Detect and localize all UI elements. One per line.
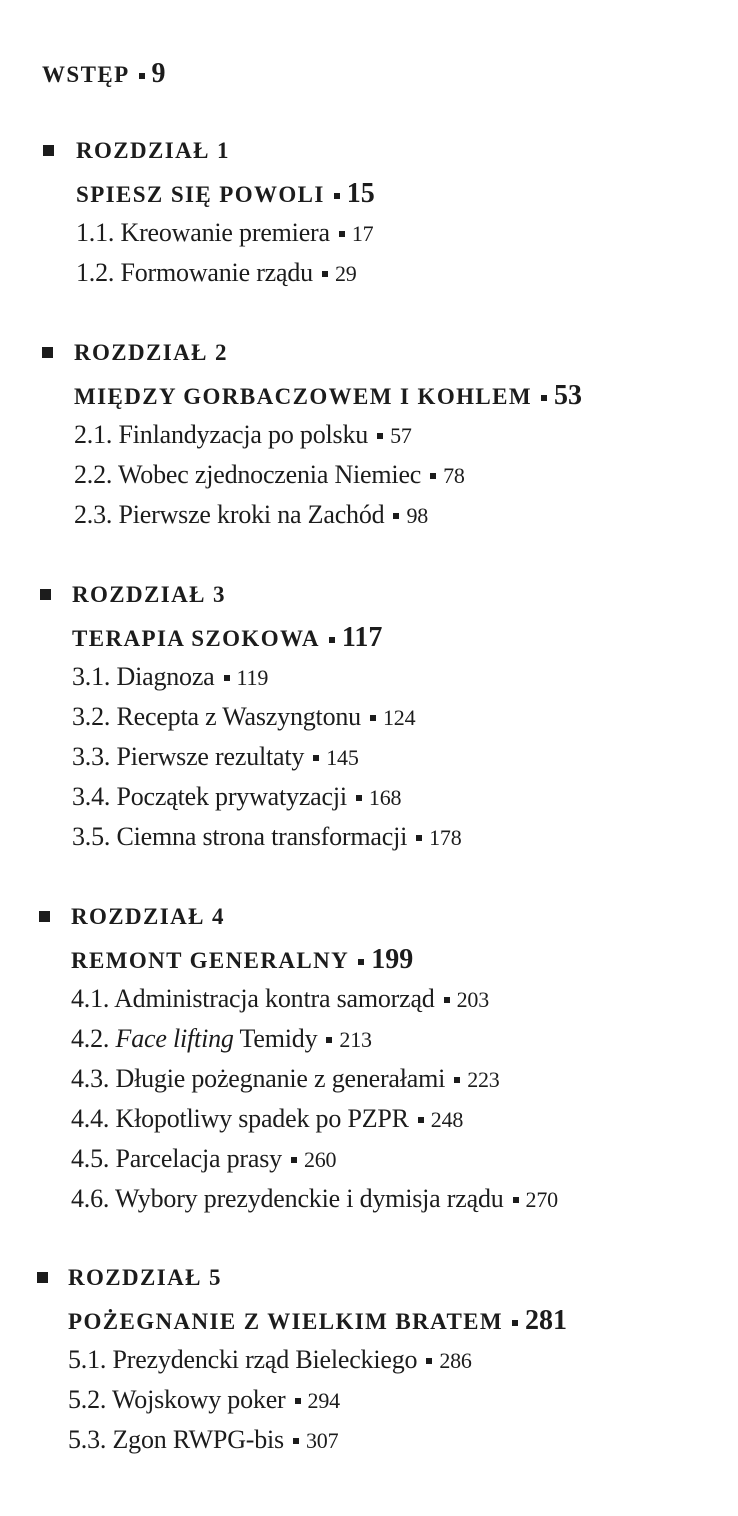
section-text: 1.1. Kreowanie premiera <box>76 218 330 247</box>
separator-dot <box>358 959 364 965</box>
section-text: 3.1. Diagnoza <box>72 662 215 691</box>
section-text: 4.4. Kłopotliwy spadek po PZPR <box>71 1104 409 1133</box>
section-page: 119 <box>236 665 269 690</box>
chapter-bullet <box>40 589 51 600</box>
section-page: 98 <box>406 503 429 528</box>
chapter-bullet <box>43 145 54 156</box>
chapter-label: ROZDZIAŁ 4 <box>71 904 225 929</box>
separator-dot <box>370 715 376 721</box>
section-text: 5.3. Zgon RWPG-bis <box>68 1425 284 1454</box>
section-text: 4.5. Parcelacja prasy <box>71 1144 282 1173</box>
separator-dot <box>444 997 450 1003</box>
section-page: 213 <box>339 1027 372 1052</box>
section-entry <box>72 702 415 732</box>
separator-dot <box>293 1438 299 1444</box>
section-page: 145 <box>326 745 359 770</box>
chapter-title <box>76 178 375 210</box>
section-entry <box>71 984 489 1014</box>
separator-dot <box>541 395 547 401</box>
section-text: 2.1. Finlandyzacja po polsku <box>74 420 369 449</box>
section-page: 124 <box>382 705 416 730</box>
section-entry <box>74 420 412 450</box>
separator-dot <box>224 675 230 681</box>
section-page: 270 <box>525 1187 558 1212</box>
chapter-bullet <box>37 1272 48 1283</box>
chapter-label: ROZDZIAŁ 2 <box>74 340 228 365</box>
chapter-page: 53 <box>554 380 582 411</box>
separator-dot <box>454 1077 460 1083</box>
separator-dot <box>313 755 319 761</box>
section-entry <box>72 742 359 772</box>
section-text: 4.6. Wybory prezydenckie i dymisja rządu <box>71 1184 504 1213</box>
section-page: 203 <box>456 987 490 1012</box>
section-page: 223 <box>467 1067 500 1092</box>
section-text: 2.3. Pierwsze kroki na Zachód <box>74 500 385 529</box>
section-text: 3.5. Ciemna strona transformacji <box>72 822 408 851</box>
intro-page: 9 <box>151 58 166 89</box>
separator-dot <box>512 1320 518 1326</box>
separator-dot <box>418 1117 424 1123</box>
section-entry <box>71 1144 336 1174</box>
separator-dot <box>430 473 436 479</box>
section-italic-text: Face lifting <box>115 1024 234 1053</box>
chapter-title-text: REMONT GENERALNY <box>71 948 350 973</box>
separator-dot <box>334 193 340 199</box>
section-entry <box>74 500 428 530</box>
separator-dot <box>295 1398 301 1404</box>
section-entry <box>71 1064 500 1094</box>
chapter-page: 199 <box>371 944 414 975</box>
section-entry <box>68 1345 472 1375</box>
section-entry <box>72 662 268 692</box>
section-entry <box>71 1104 463 1134</box>
section-entry <box>68 1385 340 1415</box>
section-page: 29 <box>334 261 357 286</box>
chapter-title-text: TERAPIA SZOKOWA <box>72 626 320 651</box>
chapter-title <box>68 1305 567 1337</box>
toc-entry-intro <box>42 58 166 90</box>
section-page: 57 <box>390 423 412 448</box>
chapter-page: 281 <box>525 1305 568 1336</box>
section-text: 5.2. Wojskowy poker <box>68 1385 286 1414</box>
section-text: 4.3. Długie pożegnanie z generałami <box>71 1064 446 1093</box>
separator-dot <box>416 835 422 841</box>
section-text: 3.2. Recepta z Waszyngtonu <box>72 702 361 731</box>
chapter-bullet <box>42 347 53 358</box>
section-entry <box>71 1024 372 1054</box>
section-page: 168 <box>368 785 402 810</box>
section-page: 307 <box>305 1428 339 1453</box>
section-text: 3.4. Początek prywatyzacji <box>72 782 347 811</box>
chapter-title-text: POŻEGNANIE Z WIELKIM BRATEM <box>68 1309 504 1334</box>
separator-dot <box>513 1197 519 1203</box>
section-entry <box>71 1184 558 1214</box>
separator-dot <box>356 795 362 801</box>
section-text: 4.1. Administracja kontra samorząd <box>71 984 435 1013</box>
section-entry <box>72 782 401 812</box>
chapter-label: ROZDZIAŁ 3 <box>72 582 226 607</box>
separator-dot <box>426 1358 432 1364</box>
chapter-title <box>72 622 382 654</box>
section-page: 260 <box>303 1147 337 1172</box>
section-entry <box>76 218 373 248</box>
separator-dot <box>339 231 345 237</box>
chapter-title <box>71 944 413 976</box>
chapter-title-text: SPIESZ SIĘ POWOLI <box>76 182 325 207</box>
section-entry <box>72 822 462 852</box>
section-page: 294 <box>307 1388 340 1413</box>
intro-title: WSTĘP <box>42 62 130 87</box>
section-page: 78 <box>443 463 465 488</box>
chapter-label: ROZDZIAŁ 1 <box>76 138 230 163</box>
section-text: 2.2. Wobec zjednoczenia Niemiec <box>74 460 422 489</box>
section-number: 4.2. <box>71 1024 110 1053</box>
separator-dot <box>291 1157 297 1163</box>
separator-dot <box>326 1037 332 1043</box>
section-entry <box>74 460 465 490</box>
section-entry <box>68 1425 338 1455</box>
separator-dot <box>393 513 399 519</box>
section-page: 178 <box>429 825 462 850</box>
section-page: 17 <box>351 221 374 246</box>
separator-dot <box>322 271 328 277</box>
section-page: 286 <box>439 1348 472 1373</box>
separator-dot <box>139 73 145 79</box>
separator-dot <box>329 637 335 643</box>
section-text: 1.2. Formowanie rządu <box>76 258 313 287</box>
separator-dot <box>377 433 383 439</box>
section-text: 3.3. Pierwsze rezultaty <box>72 742 305 771</box>
section-text: Temidy <box>239 1024 318 1053</box>
chapter-page: 117 <box>341 622 383 653</box>
chapter-label: ROZDZIAŁ 5 <box>68 1265 222 1290</box>
section-page: 248 <box>430 1107 464 1132</box>
chapter-title <box>74 380 582 412</box>
chapter-page: 15 <box>346 178 375 209</box>
section-entry <box>76 258 357 288</box>
chapter-bullet <box>39 911 50 922</box>
chapter-title-text: MIĘDZY GORBACZOWEM I KOHLEM <box>74 384 532 409</box>
section-text: 5.1. Prezydencki rząd Bieleckiego <box>68 1345 418 1374</box>
